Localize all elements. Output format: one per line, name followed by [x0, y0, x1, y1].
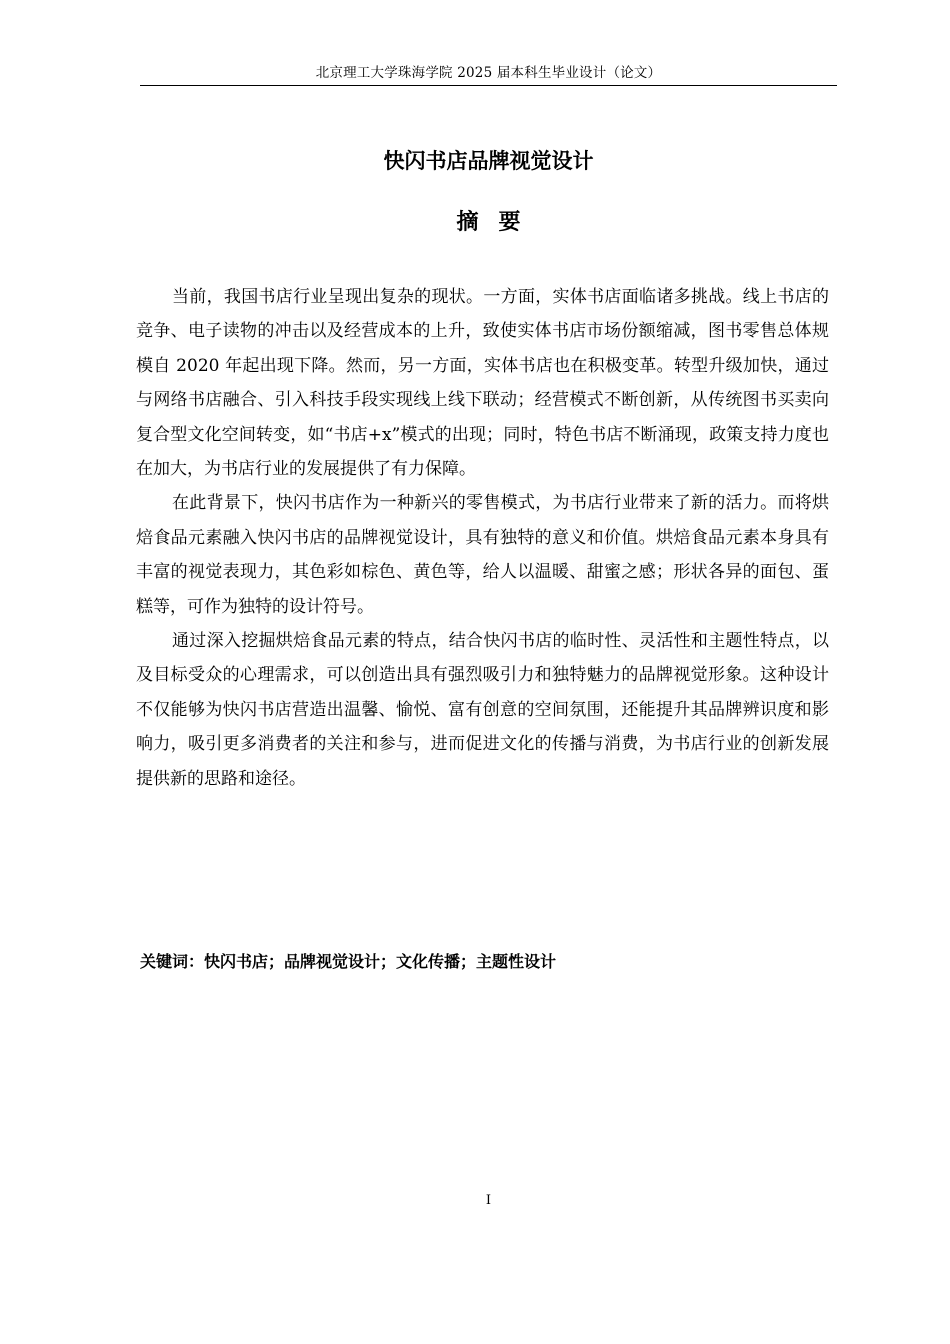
keywords-line: 关键词：快闪书店；品牌视觉设计；文化传播；主题性设计	[140, 952, 557, 971]
running-header: 北京理工大学珠海学院 2025 届本科生毕业设计（论文）	[315, 65, 662, 81]
abstract-paragraph-1: 当前，我国书店行业呈现出复杂的现状。一方面，实体书店面临诸多挑战。线上书店的竞争、电子读物的冲击以及经营成本的上升，致使实体书店市场份额缩减，图书零售总体规模自 2020 年起出现下降。然而，另一方面，实体书店也在积极变革。转型升级加快，通过与网络书店融合、引入科技手段实现线上线下联动；经营模式不断创新，从传统图书买卖向复合型文化空间转变，如“书店+x”模式的出现；同时，特色书店不断涌现，政策支持力度也在加大，为书店行业的发展提供了有力保障。	[136, 287, 829, 480]
abstract-heading: 摘要	[456, 210, 541, 235]
page-number: I	[485, 1193, 492, 1208]
abstract-body	[136, 280, 829, 796]
document-title: 快闪书店品牌视觉设计	[383, 149, 594, 173]
header-rule	[140, 85, 837, 86]
abstract-paragraph-2: 在此背景下，快闪书店作为一种新兴的零售模式，为书店行业带来了新的活力。而将烘焙食品元素融入快闪书店的品牌视觉设计，具有独特的意义和价值。烘焙食品元素本身具有丰富的视觉表现力，其色彩如棕色、黄色等，给人以温暖、甜蜜之感；形状各异的面包、蛋糕等，可作为独特的设计符号。	[136, 493, 829, 617]
abstract-paragraph-3: 通过深入挖掘烘焙食品元素的特点，结合快闪书店的临时性、灵活性和主题性特点，以及目标受众的心理需求，可以创造出具有强烈吸引力和独特魅力的品牌视觉形象。这种设计不仅能够为快闪书店营造出温馨、愉悦、富有创意的空间氛围，还能提升其品牌辨识度和影响力，吸引更多消费者的关注和参与，进而促进文化的传播与消费，为书店行业的创新发展提供新的思路和途径。	[136, 631, 829, 789]
